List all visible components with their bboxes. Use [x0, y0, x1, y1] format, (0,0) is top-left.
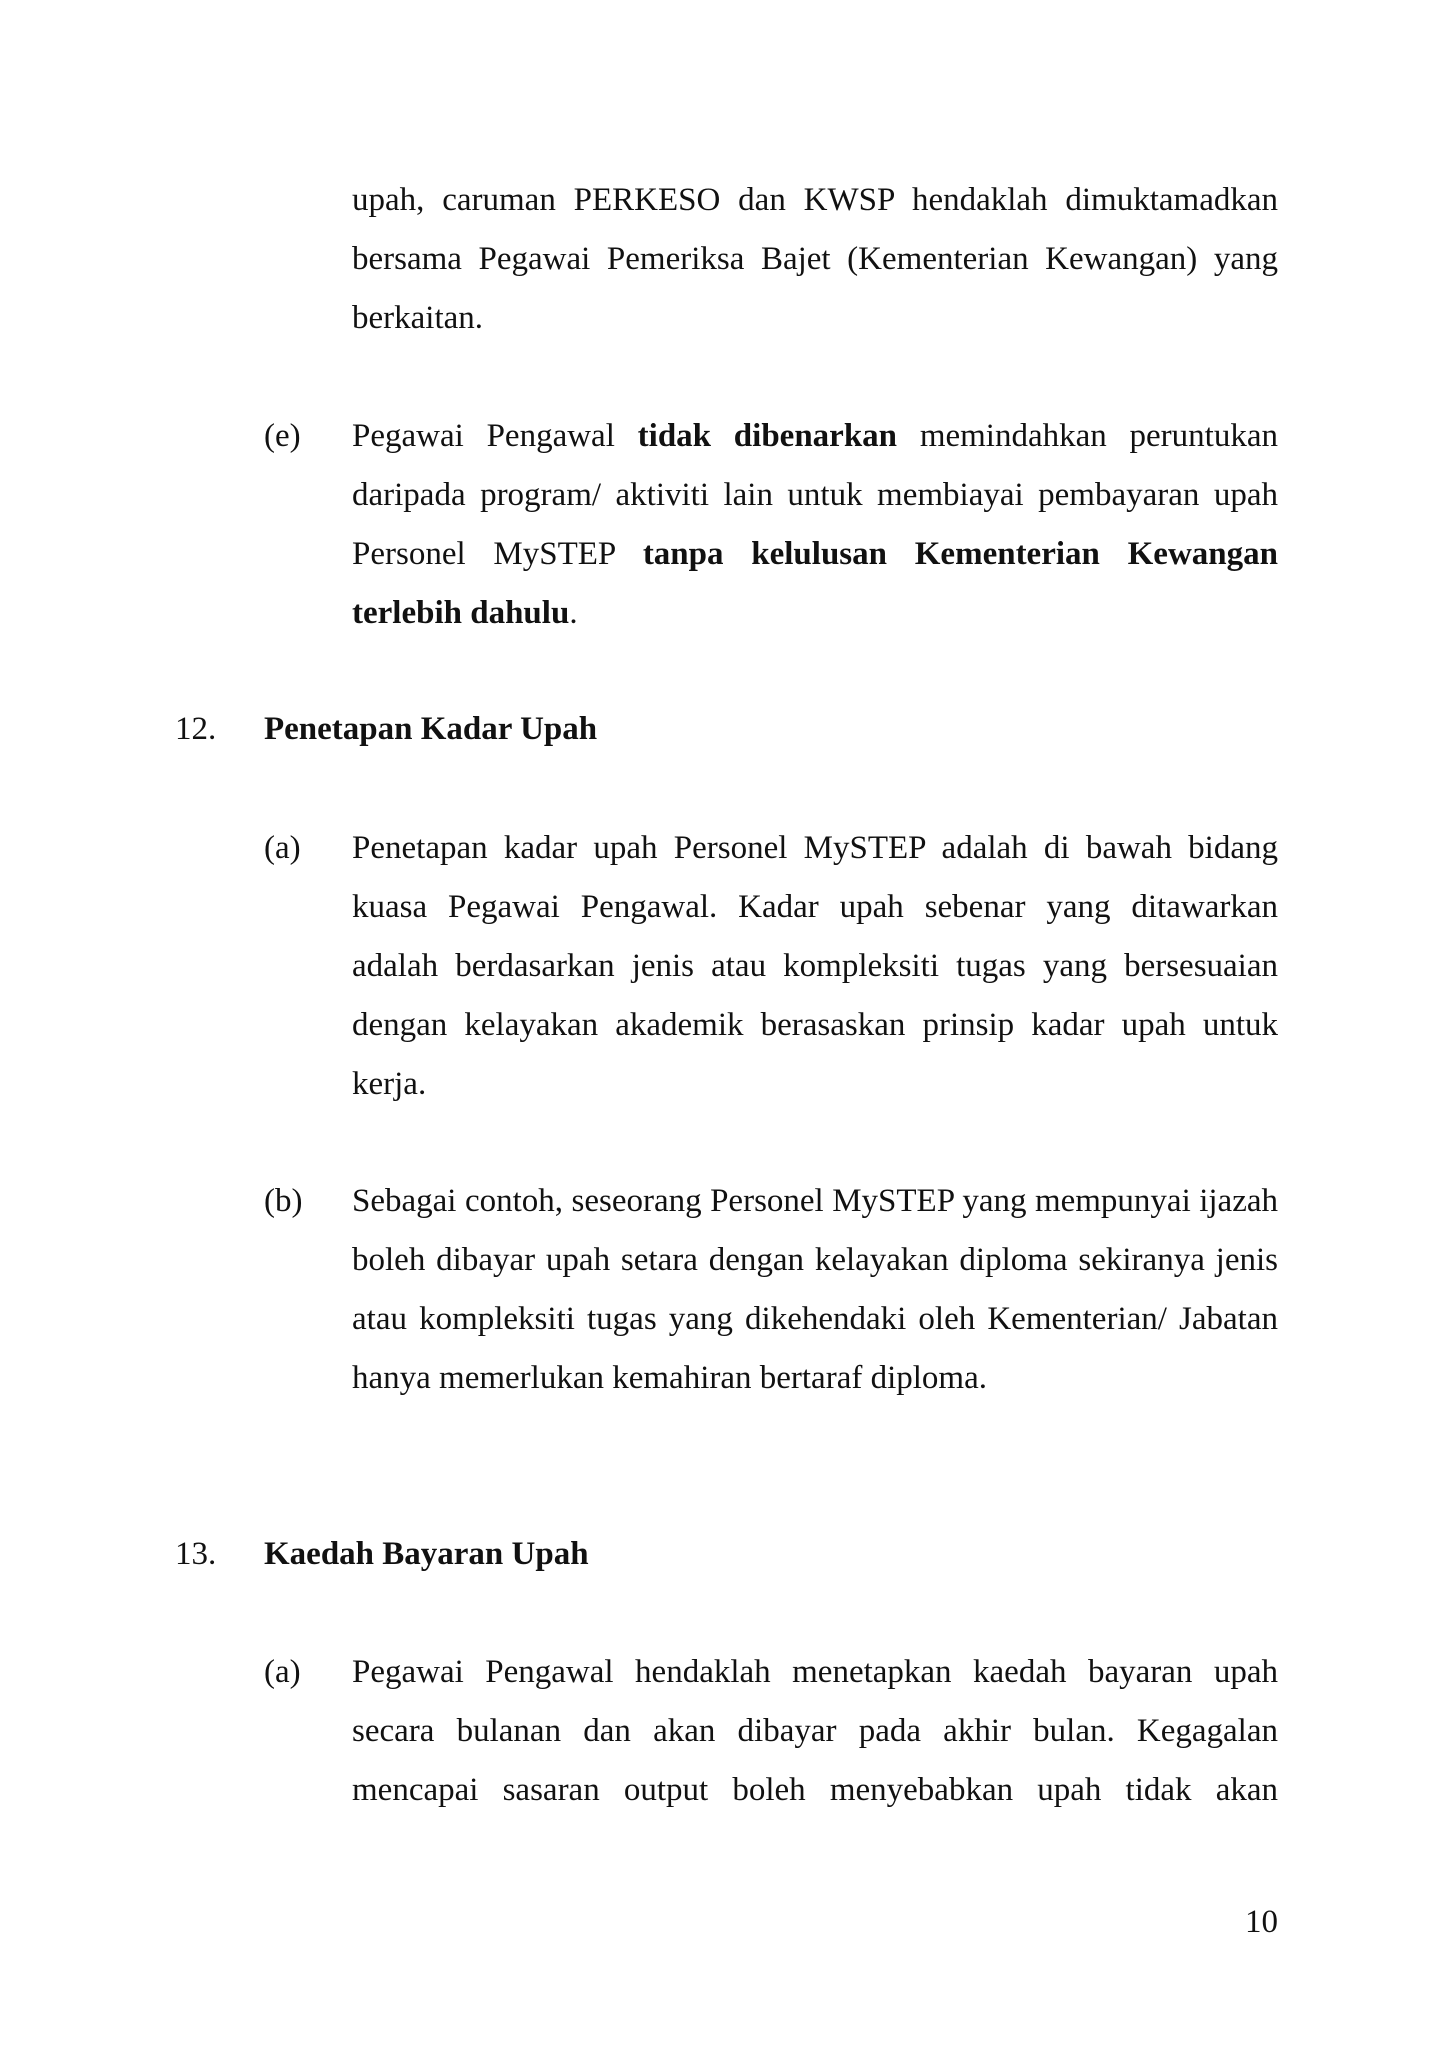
paragraph-e-bold-1: tidak dibenarkan: [637, 418, 898, 454]
section-13-title: Kaedah Bayaran Upah: [264, 1536, 589, 1572]
section-13-number: 13.: [175, 1536, 217, 1572]
paragraph-d-continuation: upah, caruman PERKESO dan KWSP hendaklah dimuktamadkan bersama Pegawai Pemeriksa Bajet (Kementerian Kewangan) yang berkaitan.: [352, 182, 1278, 336]
section-12-para-a-marker: (a): [264, 830, 301, 866]
section-12-title: Penetapan Kadar Upah: [264, 711, 598, 747]
page-number: 10: [1245, 1904, 1278, 1940]
section-12-para-b: Sebagai contoh, seseorang Personel MySTEP yang mempunyai ijazah boleh dibayar upah setara dengan kelayakan diploma sekiranya jenis atau kompleksiti tugas yang dikehendaki oleh Kementerian/ Jabatan hanya memerlukan kemahiran bertaraf diploma.: [352, 1183, 1278, 1396]
section-12-number: 12.: [175, 711, 217, 747]
paragraph-e-marker: (e): [264, 418, 301, 454]
paragraph-e-text-2: memindahkan peruntukan daripada program/ aktiviti lain untuk membiayai pembayaran upah Personel MySTEP: [352, 418, 1278, 572]
paragraph-e-text-3: .: [569, 595, 578, 631]
section-13-para-a: Pegawai Pengawal hendaklah menetapkan kaedah bayaran upah secara bulanan dan akan dibayar pada akhir bulan. Kegagalan mencapai sasaran output boleh menyebabkan upah tidak akan: [352, 1654, 1278, 1808]
section-13-para-a-marker: (a): [264, 1654, 301, 1690]
paragraph-e-bold-2: tanpa kelulusan Kementerian Kewangan terlebih dahulu: [352, 536, 1278, 631]
paragraph-e-text-1: Pegawai Pengawal: [352, 418, 638, 454]
paragraph-e: [352, 407, 1278, 643]
section-12-para-b-marker: (b): [264, 1183, 303, 1219]
section-12-para-a: Penetapan kadar upah Personel MySTEP adalah di bawah bidang kuasa Pegawai Pengawal. Kadar upah sebenar yang ditawarkan adalah berdasarkan jenis atau kompleksiti tugas yang bersesuaian dengan kelayakan akademik berasaskan prinsip kadar upah untuk kerja.: [352, 830, 1278, 1102]
